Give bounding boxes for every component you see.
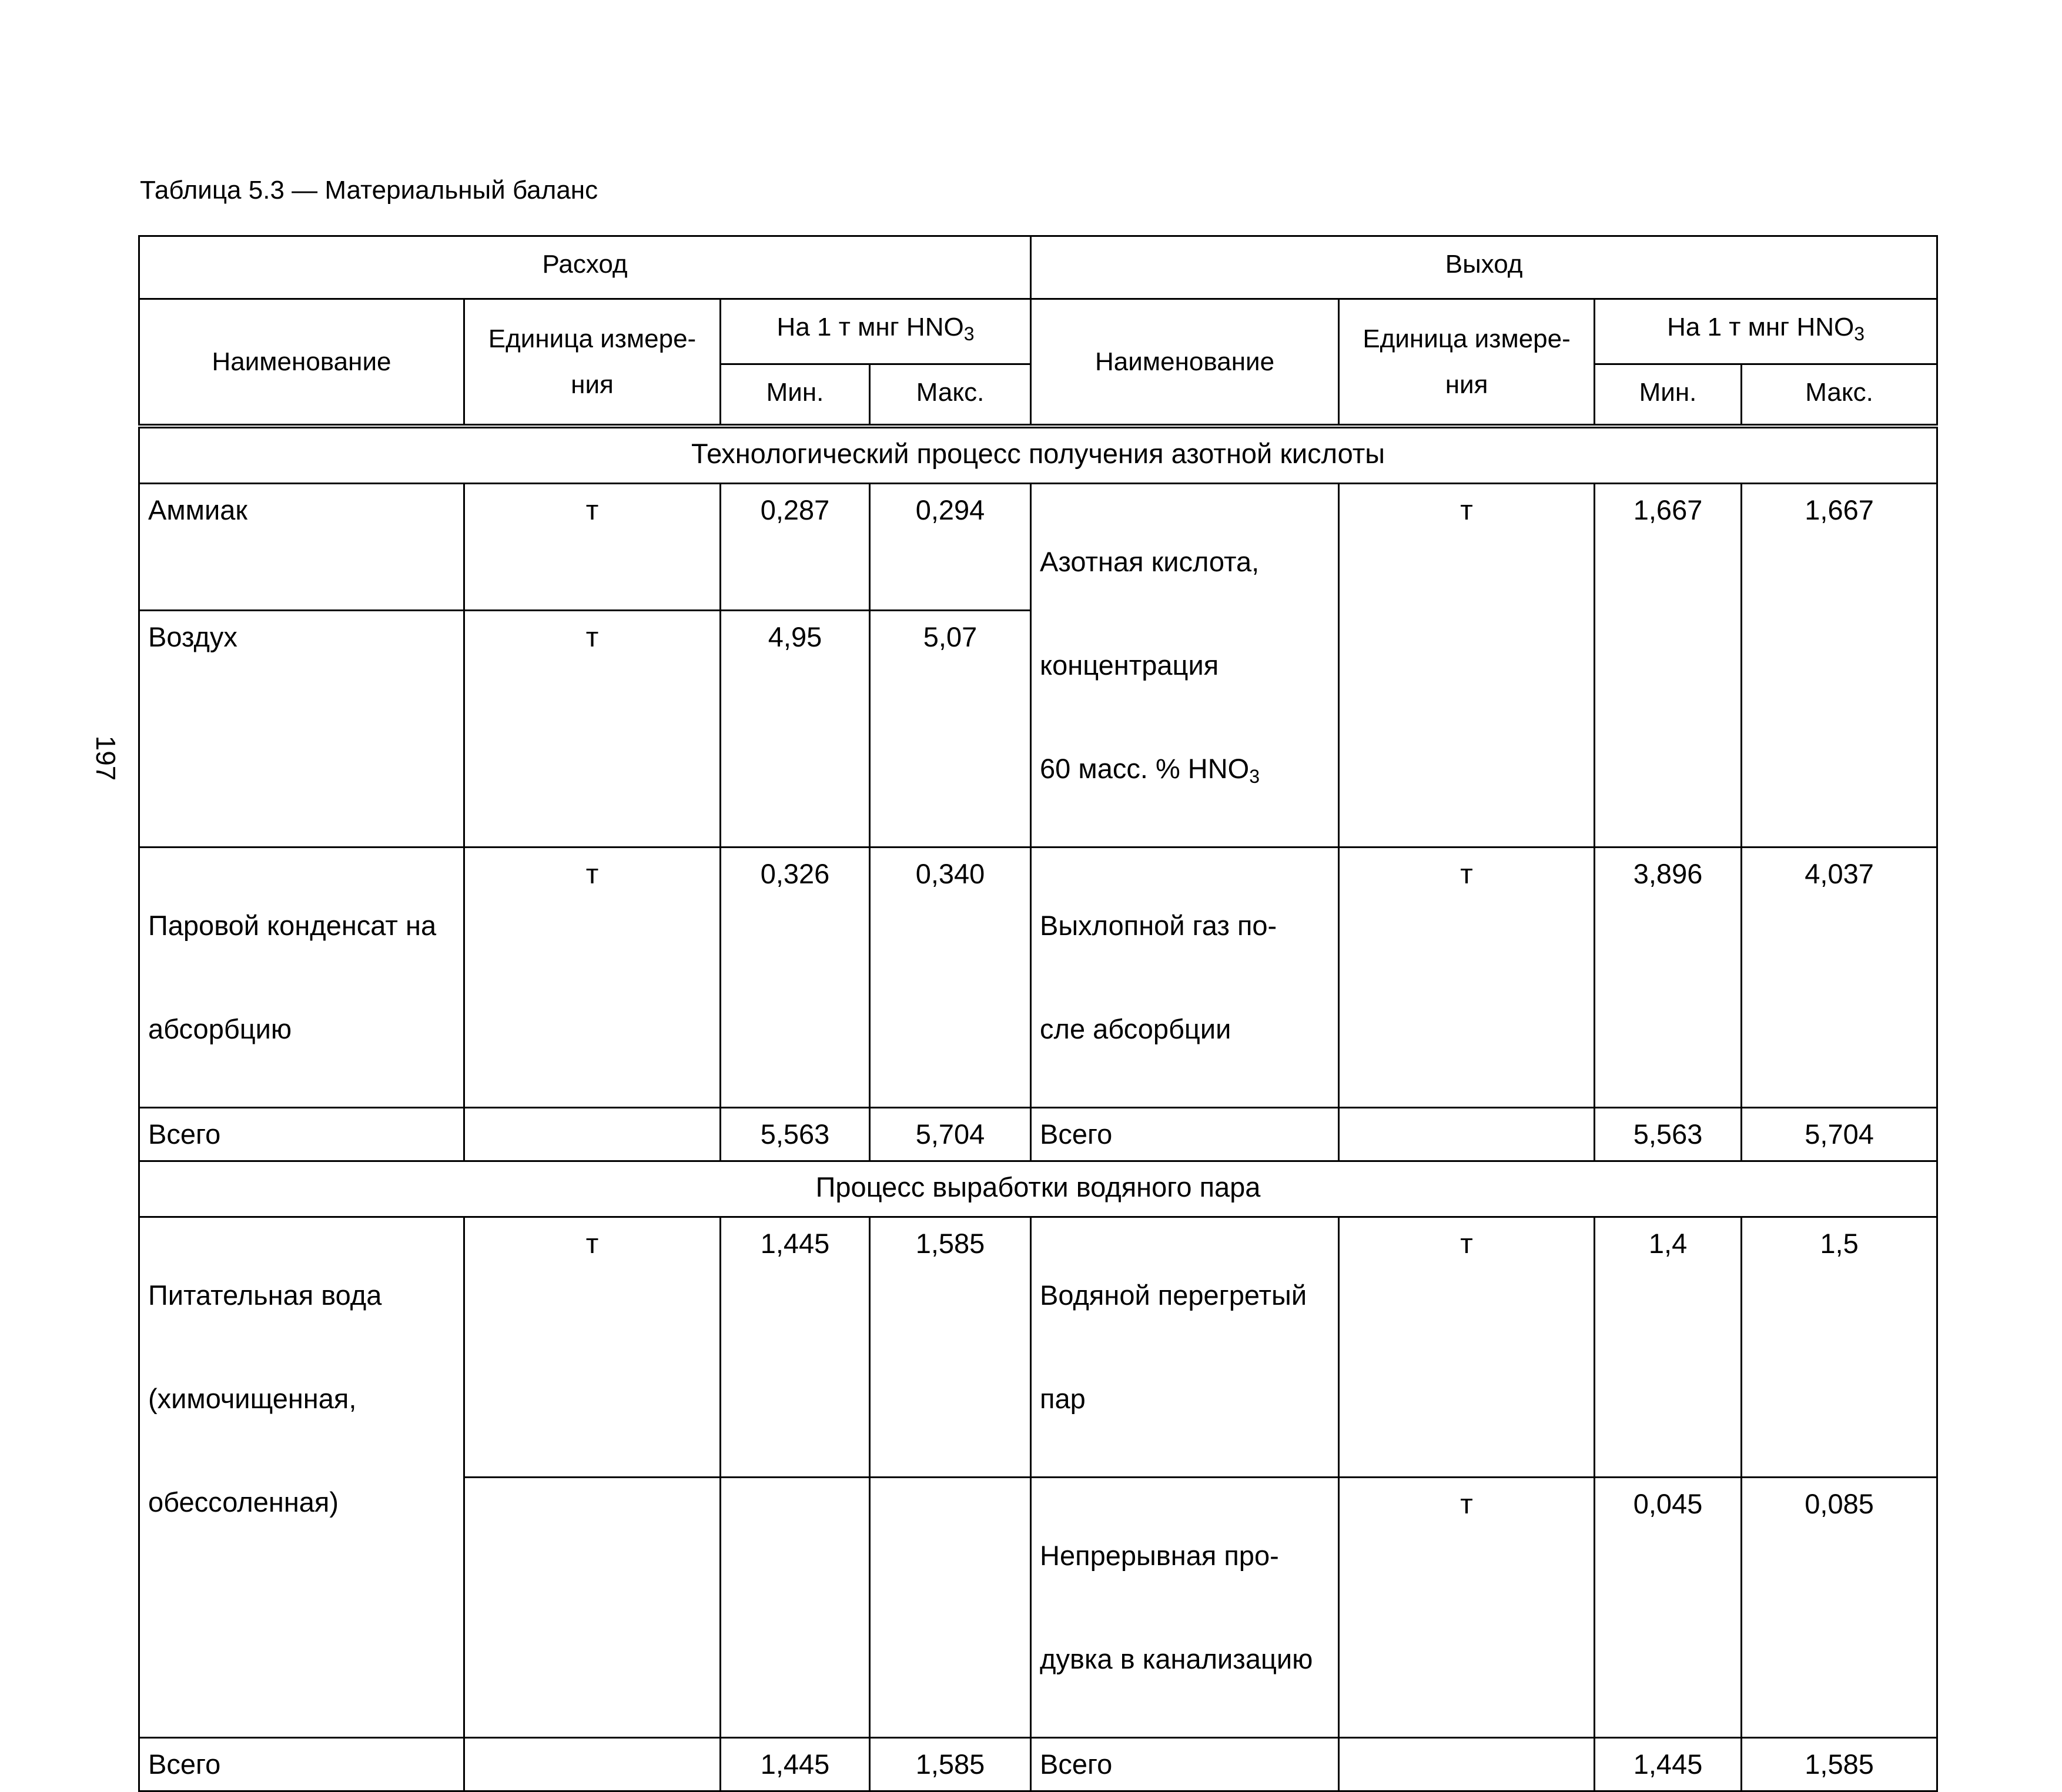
output-total-label: Всего — [1031, 1738, 1339, 1791]
output-min-cell: 3,896 — [1595, 848, 1742, 1108]
material-balance-table — [138, 235, 1938, 1792]
header-unit-line1: Единица измере- — [488, 324, 697, 353]
total-row — [139, 1108, 1937, 1161]
output-name-line: Непрерывная про- — [1040, 1540, 1279, 1571]
output-name-line: концентрация — [1040, 649, 1219, 681]
output-max-cell: 0,085 — [1742, 1478, 1937, 1738]
output-name-prefix: 60 масс. % HNO — [1040, 753, 1250, 784]
input-min-cell: 1,445 — [721, 1217, 870, 1478]
header-input-max: Макс. — [870, 364, 1031, 427]
output-name-line: дувка в канализацию — [1040, 1643, 1313, 1674]
output-min-cell: 1,445 — [1595, 1738, 1742, 1791]
header-input-name: Наименование — [139, 299, 464, 427]
output-min-cell: 0,045 — [1595, 1478, 1742, 1738]
output-min-cell: 1,4 — [1595, 1217, 1742, 1478]
input-unit-cell: т — [464, 848, 721, 1108]
header-unit-line2: ния — [1445, 370, 1488, 399]
header-per-prefix: На 1 т мнг HNO — [776, 313, 964, 341]
input-max-cell: 0,340 — [870, 848, 1031, 1108]
output-max-cell: 1,585 — [1742, 1738, 1937, 1791]
output-name-line — [1040, 743, 1334, 795]
header-output-per-ton — [1595, 299, 1937, 364]
input-max-cell: 5,704 — [870, 1108, 1031, 1161]
input-total-label: Всего — [139, 1108, 464, 1161]
output-name-line: пар — [1040, 1383, 1086, 1414]
input-name-cell: Воздух — [139, 610, 464, 847]
header-per-prefix: На 1 т мнг HNO — [1667, 313, 1855, 341]
output-name-line: Выхлопной газ по- — [1040, 910, 1277, 941]
input-name-line: Паровой конденсат на — [148, 910, 437, 941]
section-row — [139, 1161, 1937, 1217]
output-name-line: Азотная кислота, — [1040, 546, 1260, 577]
header-output-name: Наименование — [1031, 299, 1339, 427]
input-unit-cell — [464, 1478, 721, 1738]
total-row — [139, 1738, 1937, 1791]
section-row — [139, 426, 1937, 484]
section-title: Процесс выработки водяного пара — [139, 1161, 1937, 1217]
input-min-cell — [721, 1478, 870, 1738]
header-output-group: Выход — [1031, 236, 1937, 299]
output-name-line: Водяной перегретый — [1040, 1279, 1307, 1311]
header-output-max: Макс. — [1742, 364, 1937, 427]
output-unit-cell — [1339, 1738, 1595, 1791]
header-columns-row — [139, 299, 1937, 364]
output-min-cell: 5,563 — [1595, 1108, 1742, 1161]
input-max-cell: 1,585 — [870, 1217, 1031, 1478]
input-max-cell — [870, 1478, 1031, 1738]
input-max-cell: 0,294 — [870, 484, 1031, 611]
input-min-cell: 5,563 — [721, 1108, 870, 1161]
input-min-cell: 0,326 — [721, 848, 870, 1108]
input-total-label: Всего — [139, 1738, 464, 1791]
input-name-line: обессоленная) — [148, 1486, 339, 1518]
output-max-cell: 5,704 — [1742, 1108, 1937, 1161]
output-name-cell — [1031, 848, 1339, 1108]
output-name-cell — [1031, 484, 1339, 848]
header-input-min: Мин. — [721, 364, 870, 427]
output-name-line: сле абсорбции — [1040, 1013, 1231, 1044]
output-min-cell: 1,667 — [1595, 484, 1742, 848]
output-name-cell — [1031, 1478, 1339, 1738]
page-number: 197 — [91, 735, 121, 781]
header-input-per-ton — [721, 299, 1031, 364]
header-input-group: Расход — [139, 236, 1031, 299]
table-caption: Таблица 5.3 — Материальный баланс — [140, 176, 598, 205]
input-unit-cell — [464, 1738, 721, 1791]
input-max-cell: 5,07 — [870, 610, 1031, 847]
section-title: Технологический процесс получения азотной кислоты — [139, 426, 1937, 484]
input-name-cell: Аммиак — [139, 484, 464, 611]
input-name-line: (химочищенная, — [148, 1383, 357, 1414]
table-row — [139, 1217, 1937, 1478]
input-unit-cell: т — [464, 1217, 721, 1478]
input-unit-cell — [464, 1108, 721, 1161]
header-unit-line2: ния — [571, 370, 614, 399]
table-row — [139, 848, 1937, 1108]
output-name-cell — [1031, 1217, 1339, 1478]
output-name-sub: 3 — [1249, 766, 1260, 787]
input-name-line: абсорбцию — [148, 1013, 292, 1044]
input-name-cell — [139, 1217, 464, 1738]
output-unit-cell: т — [1339, 484, 1595, 848]
output-max-cell: 1,5 — [1742, 1217, 1937, 1478]
table-row — [139, 484, 1937, 611]
input-unit-cell: т — [464, 610, 721, 847]
header-output-min: Мин. — [1595, 364, 1742, 427]
output-max-cell: 4,037 — [1742, 848, 1937, 1108]
input-name-line: Питательная вода — [148, 1279, 382, 1311]
header-group-row — [139, 236, 1937, 299]
output-max-cell: 1,667 — [1742, 484, 1937, 848]
header-output-unit — [1339, 299, 1595, 427]
header-input-unit — [464, 299, 721, 427]
input-min-cell: 1,445 — [721, 1738, 870, 1791]
input-min-cell: 4,95 — [721, 610, 870, 847]
output-unit-cell — [1339, 1108, 1595, 1161]
input-min-cell: 0,287 — [721, 484, 870, 611]
input-name-cell — [139, 848, 464, 1108]
output-total-label: Всего — [1031, 1108, 1339, 1161]
input-unit-cell: т — [464, 484, 721, 611]
input-max-cell: 1,585 — [870, 1738, 1031, 1791]
header-unit-line1: Единица измере- — [1363, 324, 1571, 353]
output-unit-cell: т — [1339, 1217, 1595, 1478]
header-per-sub: 3 — [1854, 323, 1865, 344]
output-unit-cell: т — [1339, 848, 1595, 1108]
header-per-sub: 3 — [963, 323, 975, 344]
output-unit-cell: т — [1339, 1478, 1595, 1738]
